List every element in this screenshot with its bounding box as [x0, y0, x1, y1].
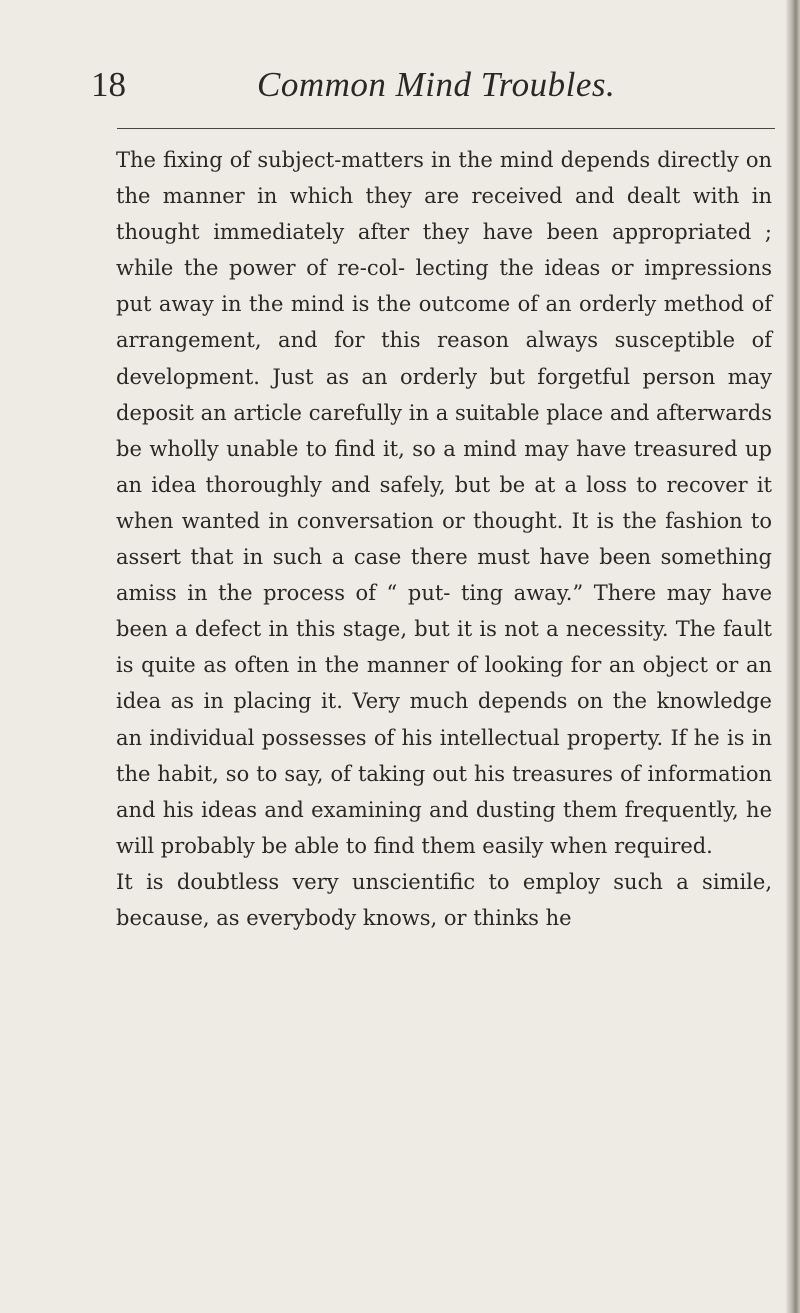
header-rule: [117, 128, 775, 129]
running-title: Common Mind Troubles.: [257, 65, 616, 104]
paragraph-2: It is doubtless very unscientific to employ such a simile, because, as everybody knows, or thinks he: [116, 869, 772, 930]
running-head: [91, 62, 781, 108]
page-edge: [786, 0, 800, 1313]
page-number: 18: [91, 65, 126, 104]
paragraph-1: The fixing of subject-matters in the mind depends directly on the manner in which they are received and dealt with in thought immediately after they have been appropriated ; while the power of re-col- lecting the ideas or impressions put away in the mind is the outcome of an orderly method of arrangement, and for this reason always susceptible of development. Just as an orderly but forgetful person may deposit an article carefully in a suitable place and afterwards be wholly unable to find it, so a mind may have treasured up an idea thoroughly and safely, but be at a loss to recover it when wanted in conversation or thought. It is the fashion to assert that in such a case there must have been something amiss in the process of “ put- ting away.” There may have been a defect in this stage, but it is not a necessity. The fault is quite as often in the manner of looking for an object or an idea as in placing it. Very much depends on the knowledge an individual possesses of his intellectual property. If he is in the habit, so to say, of taking out his treasures of information and his ideas and examining and dusting them frequently, he will probably be able to find them easily when required.: [116, 148, 772, 858]
body-text: [116, 142, 772, 936]
